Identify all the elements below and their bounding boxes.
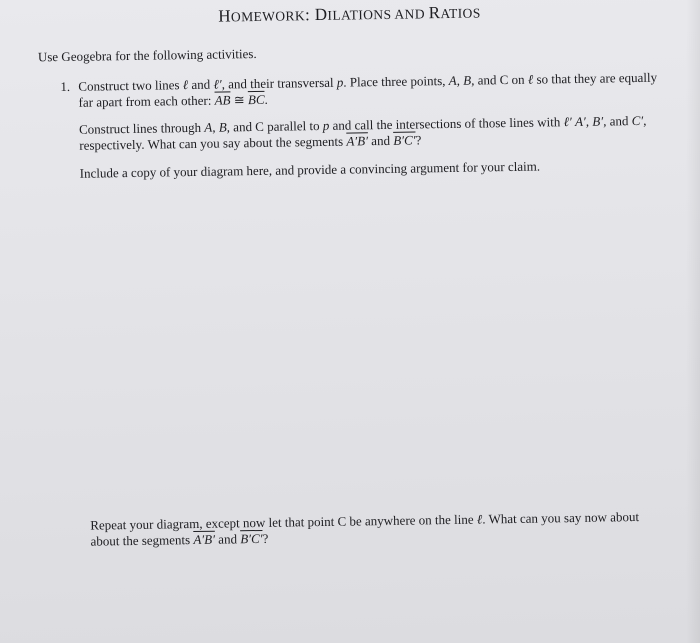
text-run: and: [188, 76, 214, 93]
text-run: , and C on: [471, 71, 528, 88]
segment-a-prime-b-prime: A′B′: [346, 133, 369, 149]
math-ell: ℓ: [476, 511, 483, 527]
text-run: ,: [456, 72, 464, 88]
page-edge-shadow: [686, 0, 700, 643]
math-B-prime: B′: [592, 113, 604, 129]
math-A: A: [448, 72, 457, 88]
math-ell-prime: ℓ′: [213, 76, 222, 92]
text-run: and call the intersections of those lines with: [329, 114, 564, 133]
math-ell: ℓ: [527, 71, 534, 87]
text-run: , and their transversal: [221, 74, 337, 92]
text-run: and: [214, 531, 241, 547]
text-run: respectively. What can you say about the segments: [79, 133, 347, 153]
title-initial-h: H: [218, 6, 232, 26]
question-3-line-1: Include a copy of your diagram here, and provide a convincing argument for your claim.: [79, 158, 541, 181]
text-run: Construct lines through: [78, 119, 205, 137]
segment-b-prime-c-prime: B′C′: [393, 132, 416, 148]
title-rest-homework: OMEWORK: [230, 8, 306, 25]
math-p: p: [336, 74, 344, 90]
page-title: [218, 2, 481, 26]
question-paragraph-2: [79, 112, 689, 154]
title-initial-d: D: [314, 4, 328, 25]
math-ell: ℓ: [182, 77, 189, 93]
text-run: and: [367, 132, 394, 149]
segment-a-prime-b-prime: A′B′: [193, 531, 216, 548]
text-run: . What can you say now about: [482, 509, 640, 527]
text-run: ,: [643, 112, 647, 128]
question-paragraph-4: [90, 508, 690, 549]
congruent-symbol: ≅: [230, 92, 249, 108]
segment-bc: $\overline{BC}$: [247, 91, 265, 108]
text-run: .: [264, 91, 268, 107]
segment-ab: $\overline{AB}$: [214, 92, 231, 108]
text-run: , and: [603, 113, 632, 129]
item-number: 1.: [60, 78, 71, 95]
math-A-prime: A′: [574, 113, 586, 129]
text-run: far apart from each other:: [78, 92, 215, 110]
math-ell-prime: ℓ′: [563, 114, 572, 130]
text-run: ?: [262, 530, 269, 546]
text-run: . Place three points,: [343, 72, 449, 90]
text-run: Repeat your diagram, except now let that point C be anywhere on the line: [90, 511, 477, 533]
text-run: ?: [415, 132, 422, 148]
segment-b-prime-c-prime: B′C′: [240, 530, 263, 547]
title-rest-ratios: ATIOS: [440, 5, 481, 22]
math-A: A: [204, 119, 213, 135]
text-run: ,: [585, 113, 593, 129]
text-run: about the segments: [90, 532, 194, 549]
title-separator: :: [304, 5, 315, 25]
question-paragraph-3: [80, 156, 690, 182]
math-p: p: [322, 117, 330, 133]
text-run: Construct two lines: [78, 77, 183, 94]
title-rest-dilations: ILATIONS AND: [327, 6, 429, 23]
text-run: so that they are equally: [533, 69, 658, 87]
math-B: B: [218, 119, 227, 135]
math-C-prime: C′: [631, 112, 644, 129]
text-run: ,: [212, 119, 219, 135]
question-paragraph-1: [78, 69, 688, 111]
intro-text: Use Geogebra for the following activities.: [37, 45, 257, 65]
title-initial-r: R: [428, 3, 441, 23]
text-run: , and C parallel to: [226, 117, 323, 135]
math-B: B: [463, 72, 472, 88]
